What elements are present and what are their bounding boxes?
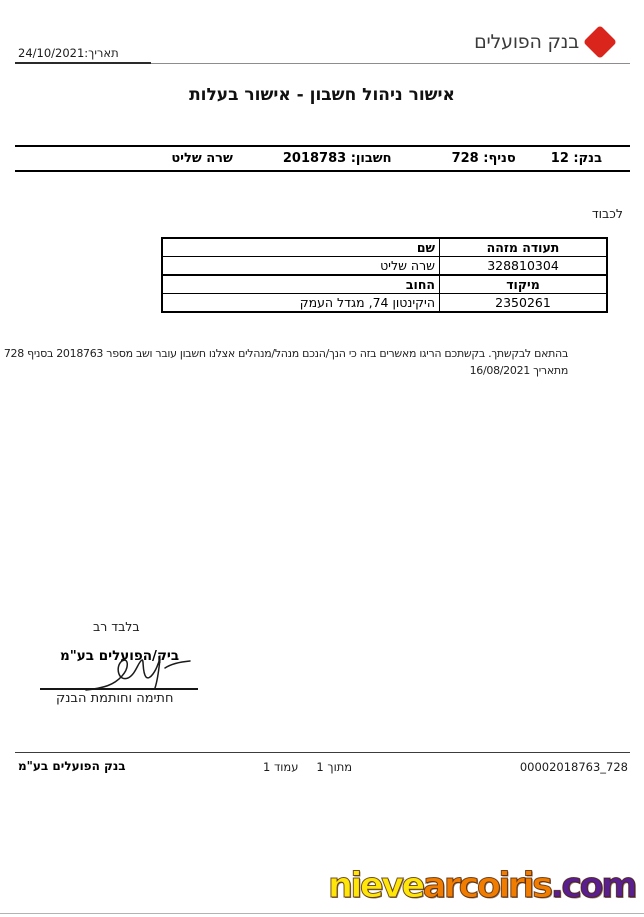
document-date: תאריך:24/10/2021 [18, 46, 119, 60]
confirmation-paragraph [4, 345, 568, 379]
confirmation-line-1: בהתאם לבקשתך. בקשתכם הריגו מאשרים בזה כי הנך/הנכם מנהל/מנהלים אצלנו חשבון עובר ושב מספר 2018763 בסניף 728 [3, 347, 568, 360]
zipcode-value-cell: 2350261 [440, 294, 608, 313]
signature-line [40, 688, 198, 690]
site-watermark [328, 866, 636, 906]
signing-company-name: ביק/הפועלים בע"מ [60, 648, 180, 664]
account-info-band [15, 145, 630, 172]
zipcode-header-cell: מיקוד [440, 275, 608, 294]
bank-logo-diamond-icon [583, 25, 617, 59]
id-document-value-cell: 328810304 [440, 257, 608, 276]
document-title: אישור ניהול חשבון - אישור בעלות [189, 85, 455, 105]
page-bottom-edge [0, 913, 644, 914]
table-row [162, 257, 607, 276]
recipient-label: לכבוד [591, 206, 623, 221]
footer-page-number: עמוד 1 [263, 760, 299, 774]
footer-reference-number: 00002018763_728 [519, 760, 628, 774]
id-document-header-cell: תעודה מזהה [440, 238, 608, 257]
recipient-table [161, 237, 608, 313]
street-header-cell: החוב [162, 275, 440, 294]
street-value-cell: היקינטון 74, מגדל העמק [162, 294, 440, 313]
watermark-part-com: .com [550, 866, 636, 906]
bank-number: בנק: 12 [550, 151, 602, 166]
account-holder-name: שרה שליט [171, 151, 233, 166]
account-number: חשבון: 2018783 [282, 151, 392, 166]
table-row [162, 238, 607, 257]
watermark-part-arcoiris: arcoiris [422, 866, 551, 906]
bank-logo-text: בנק הפועלים [474, 31, 579, 53]
confirmation-line-2: מתאריך 16/08/2021 [469, 364, 568, 377]
table-row [162, 275, 607, 294]
bank-logo [474, 30, 612, 54]
footer-divider [15, 752, 630, 753]
name-header-cell: שם [162, 238, 440, 257]
table-row [162, 294, 607, 313]
signature-caption: חתימה וחותמת הבנק [56, 691, 174, 706]
name-value-cell: שרה שליט [162, 257, 440, 276]
footer-page-total: מתוך 1 [316, 760, 353, 774]
watermark-part-nieve: nieve [328, 866, 423, 906]
branch-number: סניף: 728 [451, 151, 516, 166]
closing-phrase: בלבד רב [93, 619, 140, 634]
footer-company-name: בנק הפועלים בע"מ [18, 759, 126, 773]
date-underline [15, 62, 151, 64]
footer-page-indicator [263, 760, 352, 774]
